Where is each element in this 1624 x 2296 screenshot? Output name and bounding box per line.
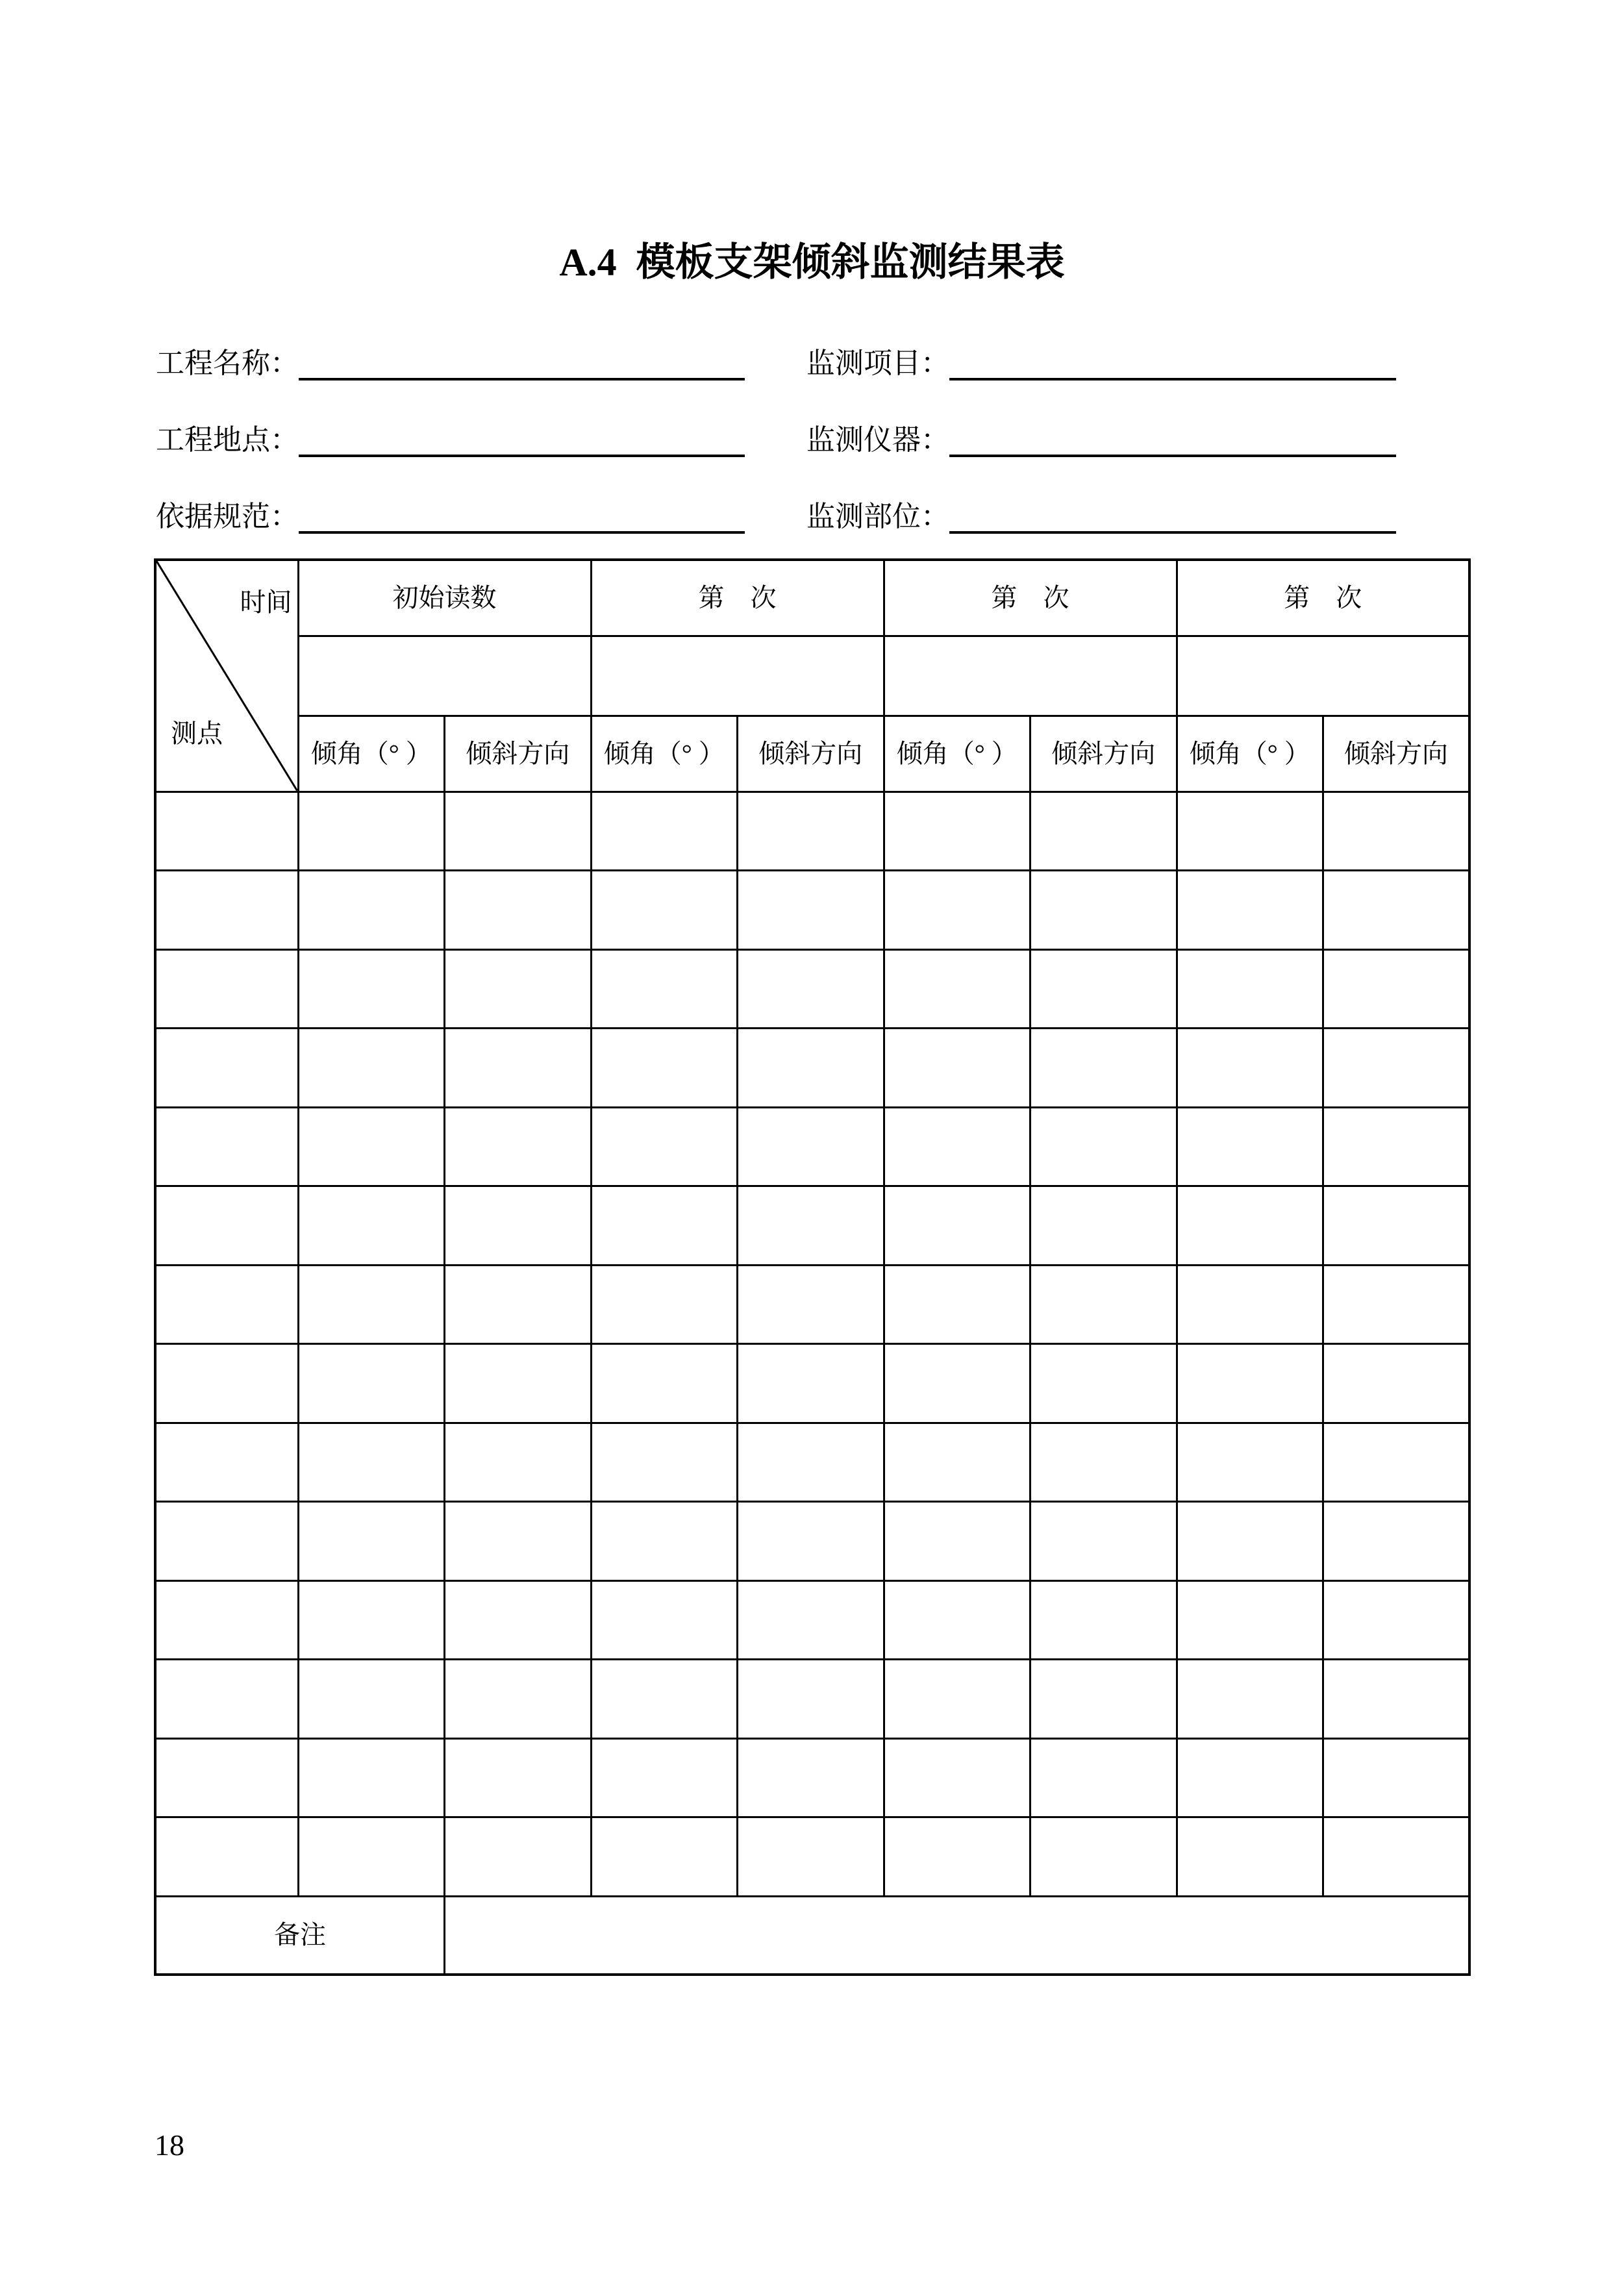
value-cell — [591, 792, 738, 871]
remarks-value — [445, 1896, 1470, 1975]
value-cell — [298, 1107, 445, 1186]
date-cell-nth-3 — [1177, 636, 1469, 716]
subheader-direction-nth-1: 倾斜方向 — [738, 716, 884, 792]
value-cell — [298, 1580, 445, 1660]
value-cell — [884, 871, 1031, 950]
value-cell — [1177, 1502, 1323, 1581]
value-cell — [1031, 1738, 1177, 1817]
value-cell — [591, 1029, 738, 1108]
value-cell — [738, 1344, 884, 1423]
page-number: 18 — [155, 2128, 184, 2162]
field-label-reference-standard: 依据规范： — [156, 501, 299, 532]
value-cell — [1177, 1029, 1323, 1108]
value-cell — [1323, 1265, 1470, 1344]
field-blank-monitoring-item — [949, 348, 1396, 381]
value-cell — [298, 1817, 445, 1897]
value-cell — [445, 1738, 592, 1817]
date-cell-nth-1 — [591, 636, 884, 716]
field-blank-monitoring-part — [949, 501, 1396, 534]
value-cell — [1323, 1423, 1470, 1502]
table-row — [155, 1107, 1469, 1186]
value-cell — [1323, 1817, 1470, 1897]
value-cell — [298, 1502, 445, 1581]
page-title: A.4 模板支架倾斜监测结果表 — [559, 241, 1065, 284]
value-cell — [1323, 1738, 1470, 1817]
value-cell — [298, 792, 445, 871]
value-cell — [591, 1817, 738, 1897]
corner-label-time: 时间 — [240, 588, 292, 617]
value-cell — [738, 1580, 884, 1660]
value-cell — [884, 1817, 1031, 1897]
value-cell — [884, 1580, 1031, 1660]
value-cell — [1031, 1107, 1177, 1186]
value-cell — [445, 949, 592, 1029]
value-cell — [1323, 1580, 1470, 1660]
value-cell — [591, 1580, 738, 1660]
value-cell — [298, 1738, 445, 1817]
point-cell — [155, 1265, 298, 1344]
value-cell — [1031, 1344, 1177, 1423]
value-cell — [884, 1660, 1031, 1739]
subheader-angle-nth-2: 倾角（° ） — [884, 716, 1031, 792]
value-cell — [738, 1817, 884, 1897]
value-cell — [1323, 1660, 1470, 1739]
subheader-direction-nth-3: 倾斜方向 — [1323, 716, 1470, 792]
value-cell — [445, 1186, 592, 1266]
value-cell — [884, 1344, 1031, 1423]
field-monitoring-part — [806, 500, 1396, 534]
value-cell — [1031, 1660, 1177, 1739]
value-cell — [1031, 1029, 1177, 1108]
value-cell — [298, 1660, 445, 1739]
table-row — [155, 1186, 1469, 1266]
value-cell — [1177, 871, 1323, 950]
value-cell — [1031, 1265, 1177, 1344]
value-cell — [1177, 1580, 1323, 1660]
point-cell — [155, 1660, 298, 1739]
value-cell — [445, 1344, 592, 1423]
value-cell — [1323, 1029, 1470, 1108]
group-header-initial-reading: 初始读数 — [298, 560, 591, 636]
corner-cell — [155, 560, 298, 792]
table-row — [155, 1029, 1469, 1108]
value-cell — [1177, 792, 1323, 871]
header-row-groups — [155, 560, 1469, 636]
field-label-monitoring-part: 监测部位： — [806, 501, 949, 532]
value-cell — [884, 949, 1031, 1029]
field-label-project-name: 工程名称： — [156, 347, 299, 379]
value-cell — [445, 1502, 592, 1581]
value-cell — [738, 1502, 884, 1581]
value-cell — [884, 792, 1031, 871]
table-row — [155, 1265, 1469, 1344]
value-cell — [591, 1738, 738, 1817]
point-cell — [155, 871, 298, 950]
value-cell — [298, 1265, 445, 1344]
table-row — [155, 1344, 1469, 1423]
point-cell — [155, 949, 298, 1029]
value-cell — [298, 1186, 445, 1266]
value-cell — [1031, 871, 1177, 950]
value-cell — [445, 1580, 592, 1660]
value-cell — [1323, 949, 1470, 1029]
value-cell — [1177, 1660, 1323, 1739]
value-cell — [298, 1344, 445, 1423]
value-cell — [298, 871, 445, 950]
header-row-subcolumns — [155, 716, 1469, 792]
value-cell — [298, 949, 445, 1029]
value-cell — [884, 1186, 1031, 1266]
remarks-label: 备注 — [155, 1896, 445, 1975]
value-cell — [445, 1660, 592, 1739]
value-cell — [884, 1423, 1031, 1502]
field-project-location — [156, 423, 745, 457]
value-cell — [1177, 1738, 1323, 1817]
point-cell — [155, 1817, 298, 1897]
value-cell — [445, 1107, 592, 1186]
value-cell — [445, 1029, 592, 1108]
value-cell — [591, 1107, 738, 1186]
table-row — [155, 792, 1469, 871]
field-label-monitoring-item: 监测项目： — [806, 347, 949, 379]
value-cell — [738, 871, 884, 950]
value-cell — [738, 949, 884, 1029]
field-blank-reference-standard — [299, 501, 745, 534]
value-cell — [1177, 1265, 1323, 1344]
value-cell — [591, 1502, 738, 1581]
field-project-name — [156, 347, 745, 381]
value-cell — [445, 792, 592, 871]
header-row-dates — [155, 636, 1469, 716]
table-row — [155, 1738, 1469, 1817]
value-cell — [1177, 1344, 1323, 1423]
value-cell — [591, 1344, 738, 1423]
value-cell — [738, 1738, 884, 1817]
value-cell — [884, 1502, 1031, 1581]
table-row — [155, 1502, 1469, 1581]
point-cell — [155, 1502, 298, 1581]
value-cell — [298, 1029, 445, 1108]
value-cell — [738, 1423, 884, 1502]
value-cell — [1031, 792, 1177, 871]
value-cell — [445, 871, 592, 950]
subheader-angle-initial: 倾角（° ） — [298, 716, 445, 792]
field-blank-project-location — [299, 425, 745, 457]
value-cell — [1323, 1502, 1470, 1581]
value-cell — [884, 1029, 1031, 1108]
date-cell-nth-2 — [884, 636, 1177, 716]
value-cell — [738, 1107, 884, 1186]
table-row — [155, 871, 1469, 950]
value-cell — [1031, 949, 1177, 1029]
value-cell — [591, 1265, 738, 1344]
table-row — [155, 1817, 1469, 1897]
table-row — [155, 1580, 1469, 1660]
value-cell — [884, 1265, 1031, 1344]
value-cell — [1323, 871, 1470, 950]
value-cell — [445, 1423, 592, 1502]
subheader-direction-nth-2: 倾斜方向 — [1031, 716, 1177, 792]
subheader-angle-nth-3: 倾角（° ） — [1177, 716, 1323, 792]
value-cell — [591, 871, 738, 950]
remarks-row — [155, 1896, 1469, 1975]
table-row — [155, 1423, 1469, 1502]
value-cell — [1031, 1186, 1177, 1266]
point-cell — [155, 792, 298, 871]
field-reference-standard — [156, 500, 745, 534]
subheader-direction-initial: 倾斜方向 — [445, 716, 592, 792]
value-cell — [1177, 1423, 1323, 1502]
field-label-monitoring-instrument: 监测仪器： — [806, 424, 949, 456]
value-cell — [298, 1423, 445, 1502]
value-cell — [1031, 1580, 1177, 1660]
value-cell — [1177, 1817, 1323, 1897]
date-cell-initial — [298, 636, 591, 716]
value-cell — [591, 1423, 738, 1502]
point-cell — [155, 1738, 298, 1817]
value-cell — [1323, 792, 1470, 871]
value-cell — [738, 1660, 884, 1739]
value-cell — [591, 1660, 738, 1739]
table-row — [155, 1660, 1469, 1739]
value-cell — [738, 1186, 884, 1266]
point-cell — [155, 1423, 298, 1502]
value-cell — [1323, 1186, 1470, 1266]
value-cell — [1323, 1107, 1470, 1186]
point-cell — [155, 1580, 298, 1660]
field-monitoring-item — [806, 347, 1396, 381]
value-cell — [884, 1738, 1031, 1817]
value-cell — [591, 949, 738, 1029]
point-cell — [155, 1344, 298, 1423]
group-header-nth-2: 第 次 — [884, 560, 1177, 636]
value-cell — [445, 1265, 592, 1344]
group-header-nth-1: 第 次 — [591, 560, 884, 636]
monitoring-results-table — [154, 558, 1471, 1976]
field-blank-project-name — [299, 348, 745, 381]
value-cell — [1177, 949, 1323, 1029]
point-cell — [155, 1186, 298, 1266]
value-cell — [884, 1107, 1031, 1186]
subheader-angle-nth-1: 倾角（° ） — [591, 716, 738, 792]
field-label-project-location: 工程地点： — [156, 424, 299, 456]
value-cell — [738, 1265, 884, 1344]
field-blank-monitoring-instrument — [949, 425, 1396, 457]
value-cell — [1177, 1186, 1323, 1266]
value-cell — [1031, 1817, 1177, 1897]
point-cell — [155, 1107, 298, 1186]
value-cell — [591, 1186, 738, 1266]
value-cell — [1031, 1423, 1177, 1502]
point-cell — [155, 1029, 298, 1108]
value-cell — [1177, 1107, 1323, 1186]
value-cell — [1323, 1344, 1470, 1423]
value-cell — [1031, 1502, 1177, 1581]
value-cell — [445, 1817, 592, 1897]
group-header-nth-3: 第 次 — [1177, 560, 1469, 636]
table-row — [155, 949, 1469, 1029]
corner-label-point: 测点 — [171, 719, 223, 748]
value-cell — [738, 1029, 884, 1108]
field-monitoring-instrument — [806, 423, 1396, 457]
value-cell — [738, 792, 884, 871]
